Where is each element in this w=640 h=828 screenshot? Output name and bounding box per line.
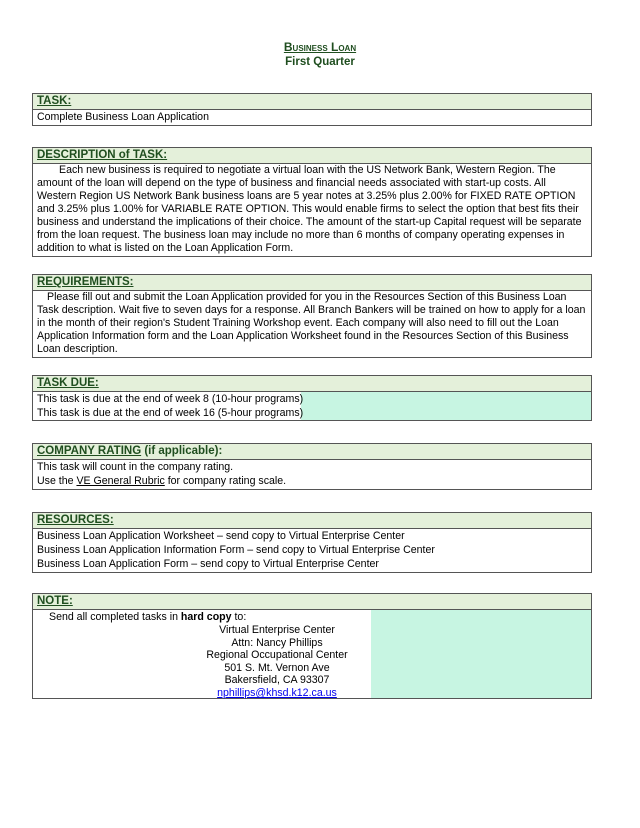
requirements-heading: REQUIREMENTS:: [33, 275, 591, 291]
resources-body: [33, 529, 591, 572]
description-section: [32, 147, 592, 257]
task-due-section: [32, 375, 592, 421]
address-line: Virtual Enterprise Center: [219, 624, 335, 636]
description-heading: DESCRIPTION of TASK:: [33, 148, 591, 164]
description-text: Each new business is required to negotiate a virtual loan with the US Network Bank, Western Region. The amount of the loan will depend on the type of business and financial needs associated with start-up costs. All Western Region US Network Bank business loans are 5 year notes at 3.25% plus 2.00% for FIXED RATE OPTION and 3.25% plus 1.00% for VARIABLE RATE OPTION. This would enable firms to select the option that best fits their business and understand the implications of their choice. The amount of the start-up Capital request will be separate from the loan request. The business loan may include no more than 6 months of company operating expenses in addition to what is listed on the Loan Application Form.: [37, 164, 582, 254]
document-title: Business Loan: [283, 40, 357, 54]
company-rating-section: [32, 443, 592, 490]
note-intro: Send all completed tasks in hard copy to:: [49, 611, 247, 623]
resource-item: Business Loan Application Worksheet – send copy to Virtual Enterprise Center: [37, 530, 405, 542]
task-due-line: This task is due at the end of week 16 (5-hour programs): [33, 406, 591, 420]
resources-section: [32, 512, 592, 573]
company-rating-body: [33, 460, 591, 489]
company-rating-heading: COMPANY RATING (if applicable):: [33, 444, 591, 460]
resources-heading: RESOURCES:: [33, 513, 591, 529]
task-due-heading: TASK DUE:: [33, 376, 591, 392]
resource-item: Business Loan Application Form – send copy to Virtual Enterprise Center: [37, 558, 379, 570]
note-heading: NOTE:: [33, 594, 591, 610]
task-due-line: This task is due at the end of week 8 (10-hour programs): [33, 392, 591, 406]
resource-item: Business Loan Application Information Form – send copy to Virtual Enterprise Center: [37, 544, 435, 556]
email-line: [183, 687, 371, 700]
highlight-fill: [301, 406, 591, 420]
ve-general-rubric-link[interactable]: VE General Rubric: [76, 475, 165, 487]
company-rating-line: This task will count in the company rating.: [37, 461, 234, 473]
description-body: [33, 164, 591, 256]
document-subtitle: First Quarter: [285, 56, 355, 68]
address-line: Regional Occupational Center: [206, 649, 348, 662]
email-link[interactable]: nphillips@khsd.k12.ca.us: [217, 686, 337, 699]
company-rating-line: Use the VE General Rubric for company rating scale.: [37, 475, 287, 487]
note-section: [32, 593, 592, 699]
task-heading: TASK:: [33, 94, 591, 110]
address-line: Bakersfield, CA 93307: [224, 674, 330, 687]
task-body: Complete Business Loan Application: [37, 111, 209, 123]
task-section: [32, 93, 592, 126]
address-line: Attn: Nancy Phillips: [231, 636, 323, 649]
requirements-section: [32, 274, 592, 358]
note-body: [33, 610, 591, 698]
highlight-fill: [301, 392, 591, 406]
document-header: [0, 40, 640, 70]
mailing-address: [183, 624, 371, 700]
task-due-body: [33, 392, 591, 420]
requirements-text: Please fill out and submit the Loan Application provided for you in the Resources Section of this Business Loan Task description. Wait five to seven days for a response. All Branch Bankers will be trained on how to apply for a loan in the month of their region's Student Training Workshop event. Each company will also need to fill out the Loan Application Information form and the Loan Application Worksheet found in the Resources Section of this Business Loan description.: [37, 291, 586, 355]
address-line: 501 S. Mt. Vernon Ave: [224, 661, 330, 674]
highlight-fill: [371, 610, 591, 698]
requirements-body: [33, 291, 591, 357]
